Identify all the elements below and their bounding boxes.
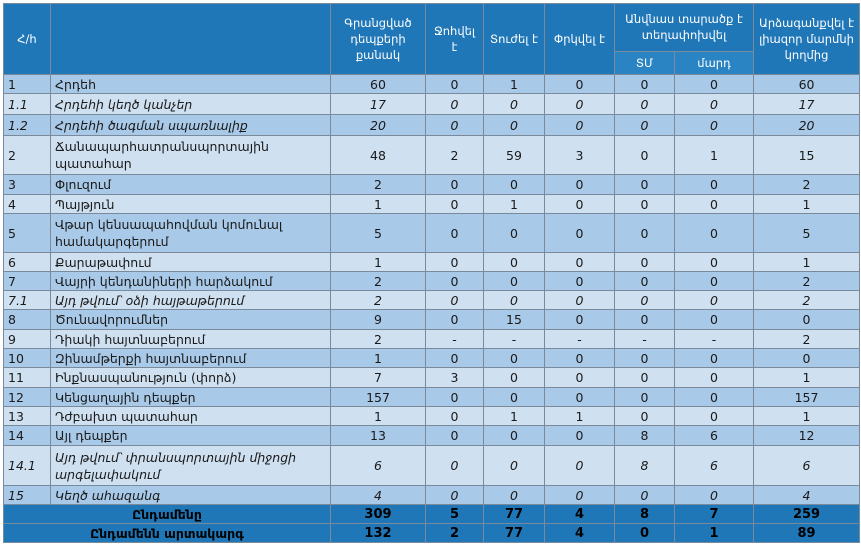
row-value: 2 [331, 330, 426, 349]
row-value: 1 [754, 253, 860, 272]
total-value: 4 [545, 524, 615, 543]
row-name: Վթար կենսապահովման կոմունալ համակարգերում [51, 214, 331, 253]
row-value: 0 [545, 349, 615, 368]
row-value: 0 [426, 94, 484, 115]
row-value: 0 [545, 368, 615, 388]
total-value: 1 [675, 524, 754, 543]
row-value: 0 [615, 195, 675, 214]
total-value: 5 [426, 505, 484, 524]
incident-table [3, 3, 860, 543]
row-value: 0 [615, 214, 675, 253]
row-value: 0 [426, 407, 484, 426]
table-body [4, 75, 860, 543]
row-value: 8 [615, 446, 675, 486]
row-value: 0 [675, 486, 754, 505]
row-name: Հրդեհի ծագման սպառնալիք [51, 115, 331, 136]
row-value: 0 [545, 291, 615, 310]
total-label: Ընդամենը [4, 505, 331, 524]
row-value: 0 [545, 310, 615, 330]
row-value: 1 [754, 195, 860, 214]
row-value: 0 [615, 368, 675, 388]
row-value: 60 [331, 75, 426, 94]
row-name: Կեղծ ահազանգ [51, 486, 331, 505]
row-value: 5 [331, 214, 426, 253]
row-value: 2 [754, 330, 860, 349]
row-value: 0 [426, 426, 484, 446]
row-value: 3 [545, 136, 615, 175]
row-value: 6 [754, 446, 860, 486]
header-extinguished: Արձագանքվել է լիազոր մարմնի կողմից [754, 4, 860, 75]
table-row [4, 75, 860, 94]
table-row [4, 330, 860, 349]
row-value: 15 [484, 310, 545, 330]
row-name: Ինքնասպանություն (փորձ) [51, 368, 331, 388]
row-name: Զինամթերքի հայտնաբերում [51, 349, 331, 368]
total-value: 77 [484, 505, 545, 524]
row-name: Այդ թվում՝ օձի հայթաթերում [51, 291, 331, 310]
row-value: 0 [615, 175, 675, 195]
row-value: 0 [426, 115, 484, 136]
row-name: Ծունավորումներ [51, 310, 331, 330]
header-received: Գրանցված դեպքերի քանակ [331, 4, 426, 75]
row-value: 0 [675, 407, 754, 426]
row-value: 0 [675, 175, 754, 195]
row-value: 0 [754, 310, 860, 330]
row-value: 9 [331, 310, 426, 330]
row-value: 3 [426, 368, 484, 388]
header-damaged-group: Անվնաս տարածք է տեղափոխվել [615, 4, 754, 52]
total-value: 2 [426, 524, 484, 543]
row-value: 0 [426, 486, 484, 505]
row-value: 2 [331, 272, 426, 291]
row-value: 0 [426, 446, 484, 486]
row-value: 6 [331, 446, 426, 486]
row-value: - [426, 330, 484, 349]
row-value: 0 [675, 388, 754, 407]
row-value: 0 [615, 291, 675, 310]
row-value: - [484, 330, 545, 349]
header-injured: Տուժել է [484, 4, 545, 75]
row-value: 0 [675, 291, 754, 310]
row-value: 7 [331, 368, 426, 388]
row-number: 3 [4, 175, 51, 195]
row-value: 157 [331, 388, 426, 407]
row-value: - [545, 330, 615, 349]
row-number: 2 [4, 136, 51, 175]
total-value: 0 [615, 524, 675, 543]
table-row [4, 195, 860, 214]
row-number: 4 [4, 195, 51, 214]
row-value: 0 [545, 75, 615, 94]
table-row [4, 253, 860, 272]
row-value: 0 [615, 310, 675, 330]
row-value: 1 [754, 407, 860, 426]
row-value: 0 [615, 407, 675, 426]
row-number: 14 [4, 426, 51, 446]
total-value: 77 [484, 524, 545, 543]
row-value: 0 [754, 349, 860, 368]
row-value: 0 [484, 115, 545, 136]
row-value: 0 [426, 195, 484, 214]
header-name [51, 4, 331, 75]
row-name: Հրդեհ [51, 75, 331, 94]
row-value: 1 [331, 253, 426, 272]
row-value: 48 [331, 136, 426, 175]
total-value: 7 [675, 505, 754, 524]
row-number: 14.1 [4, 446, 51, 486]
row-value: 0 [426, 214, 484, 253]
row-value: 1 [545, 407, 615, 426]
row-value: 0 [426, 75, 484, 94]
row-value: 1 [331, 349, 426, 368]
row-number: 12 [4, 388, 51, 407]
row-value: 2 [754, 291, 860, 310]
total-value: 309 [331, 505, 426, 524]
table-row [4, 175, 860, 195]
row-name: Հրդեհի կեղծ կանչեր [51, 94, 331, 115]
total-value: 132 [331, 524, 426, 543]
row-value: 5 [754, 214, 860, 253]
row-value: 59 [484, 136, 545, 175]
row-value: 0 [484, 291, 545, 310]
row-number: 10 [4, 349, 51, 368]
row-number: 5 [4, 214, 51, 253]
row-value: 2 [331, 175, 426, 195]
row-value: 1 [331, 407, 426, 426]
row-value: 17 [331, 94, 426, 115]
total-label: Ընդամենն արտակարգ [4, 524, 331, 543]
total-value: 4 [545, 505, 615, 524]
row-value: 2 [754, 175, 860, 195]
row-value: 17 [754, 94, 860, 115]
table-row [4, 272, 860, 291]
row-number: 8 [4, 310, 51, 330]
table-row [4, 486, 860, 505]
row-value: 0 [675, 368, 754, 388]
row-value: 0 [484, 426, 545, 446]
row-value: 1 [675, 136, 754, 175]
table-row [4, 310, 860, 330]
row-number: 6 [4, 253, 51, 272]
row-value: 0 [615, 94, 675, 115]
row-value: 0 [615, 486, 675, 505]
row-number: 11 [4, 368, 51, 388]
row-value: 0 [675, 94, 754, 115]
row-value: 0 [484, 368, 545, 388]
row-value: 0 [426, 349, 484, 368]
row-value: 0 [484, 175, 545, 195]
row-value: 60 [754, 75, 860, 94]
row-value: 1 [754, 368, 860, 388]
row-value: 0 [426, 253, 484, 272]
row-value: 0 [545, 426, 615, 446]
table-row [4, 407, 860, 426]
row-value: - [615, 330, 675, 349]
row-value: 0 [545, 195, 615, 214]
row-number: 1.1 [4, 94, 51, 115]
row-value: 157 [754, 388, 860, 407]
row-value: 0 [484, 388, 545, 407]
row-value: - [675, 330, 754, 349]
row-number: 7.1 [4, 291, 51, 310]
row-value: 4 [331, 486, 426, 505]
row-value: 0 [545, 214, 615, 253]
row-value: 0 [484, 272, 545, 291]
row-value: 0 [545, 446, 615, 486]
row-value: 0 [545, 388, 615, 407]
row-value: 0 [484, 94, 545, 115]
row-value: 0 [426, 175, 484, 195]
row-value: 2 [426, 136, 484, 175]
row-value: 2 [331, 291, 426, 310]
row-value: 0 [675, 75, 754, 94]
row-value: 1 [331, 195, 426, 214]
row-value: 0 [615, 115, 675, 136]
table-row [4, 368, 860, 388]
row-value: 0 [484, 349, 545, 368]
row-value: 0 [484, 446, 545, 486]
row-number: 9 [4, 330, 51, 349]
row-value: 0 [615, 253, 675, 272]
row-value: 4 [754, 486, 860, 505]
row-name: Այլ դեպքեր [51, 426, 331, 446]
row-number: 1 [4, 75, 51, 94]
row-value: 0 [615, 349, 675, 368]
row-value: 0 [675, 272, 754, 291]
row-value: 0 [675, 214, 754, 253]
row-value: 6 [675, 446, 754, 486]
row-value: 0 [484, 214, 545, 253]
row-value: 0 [545, 175, 615, 195]
row-value: 0 [426, 388, 484, 407]
table-row [4, 94, 860, 115]
row-number: 13 [4, 407, 51, 426]
row-value: 6 [675, 426, 754, 446]
row-value: 0 [675, 349, 754, 368]
row-value: 2 [754, 272, 860, 291]
row-value: 0 [675, 115, 754, 136]
row-value: 0 [615, 75, 675, 94]
totals-row [4, 505, 860, 524]
row-name: Փլուզում [51, 175, 331, 195]
row-number: 15 [4, 486, 51, 505]
header-damaged-sub1: ՏՄ [615, 51, 675, 74]
row-value: 8 [615, 426, 675, 446]
row-name: Ճանապարհատրանսպորտային պատահար [51, 136, 331, 175]
table-row [4, 291, 860, 310]
row-value: 0 [545, 115, 615, 136]
row-value: 0 [426, 310, 484, 330]
row-name: Դժբախտ պատահար [51, 407, 331, 426]
row-value: 1 [484, 407, 545, 426]
row-value: 0 [615, 136, 675, 175]
table-row [4, 136, 860, 175]
row-value: 20 [331, 115, 426, 136]
table-row [4, 388, 860, 407]
row-value: 0 [615, 272, 675, 291]
row-value: 0 [426, 272, 484, 291]
row-number: 7 [4, 272, 51, 291]
row-name: Վայրի կենդանիների հարձակում [51, 272, 331, 291]
row-value: 0 [545, 94, 615, 115]
table-row [4, 446, 860, 486]
header-rescued: Փրկվել է [545, 4, 615, 75]
totals-period-row [4, 524, 860, 543]
row-value: 15 [754, 136, 860, 175]
table-row [4, 214, 860, 253]
row-name: Այդ թվում՝ փրանսպորտային միջոցի արգելափակում [51, 446, 331, 486]
row-name: Քարաթափում [51, 253, 331, 272]
row-value: 12 [754, 426, 860, 446]
row-value: 1 [484, 75, 545, 94]
row-value: 0 [545, 486, 615, 505]
row-value: 0 [675, 195, 754, 214]
row-name: Պայթյուն [51, 195, 331, 214]
row-value: 0 [426, 291, 484, 310]
header-damaged-sub2: մարդ [675, 51, 754, 74]
row-name: Կենցաղային դեպքեր [51, 388, 331, 407]
row-value: 0 [615, 388, 675, 407]
total-value: 89 [754, 524, 860, 543]
table-row [4, 426, 860, 446]
header-rejected: Ջոհվել է [426, 4, 484, 75]
row-value: 0 [545, 272, 615, 291]
row-value: 0 [675, 310, 754, 330]
table-row [4, 115, 860, 136]
row-name: Դիակի հայտնաբերում [51, 330, 331, 349]
total-value: 8 [615, 505, 675, 524]
row-value: 0 [484, 486, 545, 505]
header-no: Հ/հ [4, 4, 51, 75]
row-value: 13 [331, 426, 426, 446]
row-value: 0 [545, 253, 615, 272]
row-value: 0 [675, 253, 754, 272]
total-value: 259 [754, 505, 860, 524]
row-value: 1 [484, 195, 545, 214]
table-row [4, 349, 860, 368]
row-number: 1.2 [4, 115, 51, 136]
row-value: 0 [484, 253, 545, 272]
row-value: 20 [754, 115, 860, 136]
